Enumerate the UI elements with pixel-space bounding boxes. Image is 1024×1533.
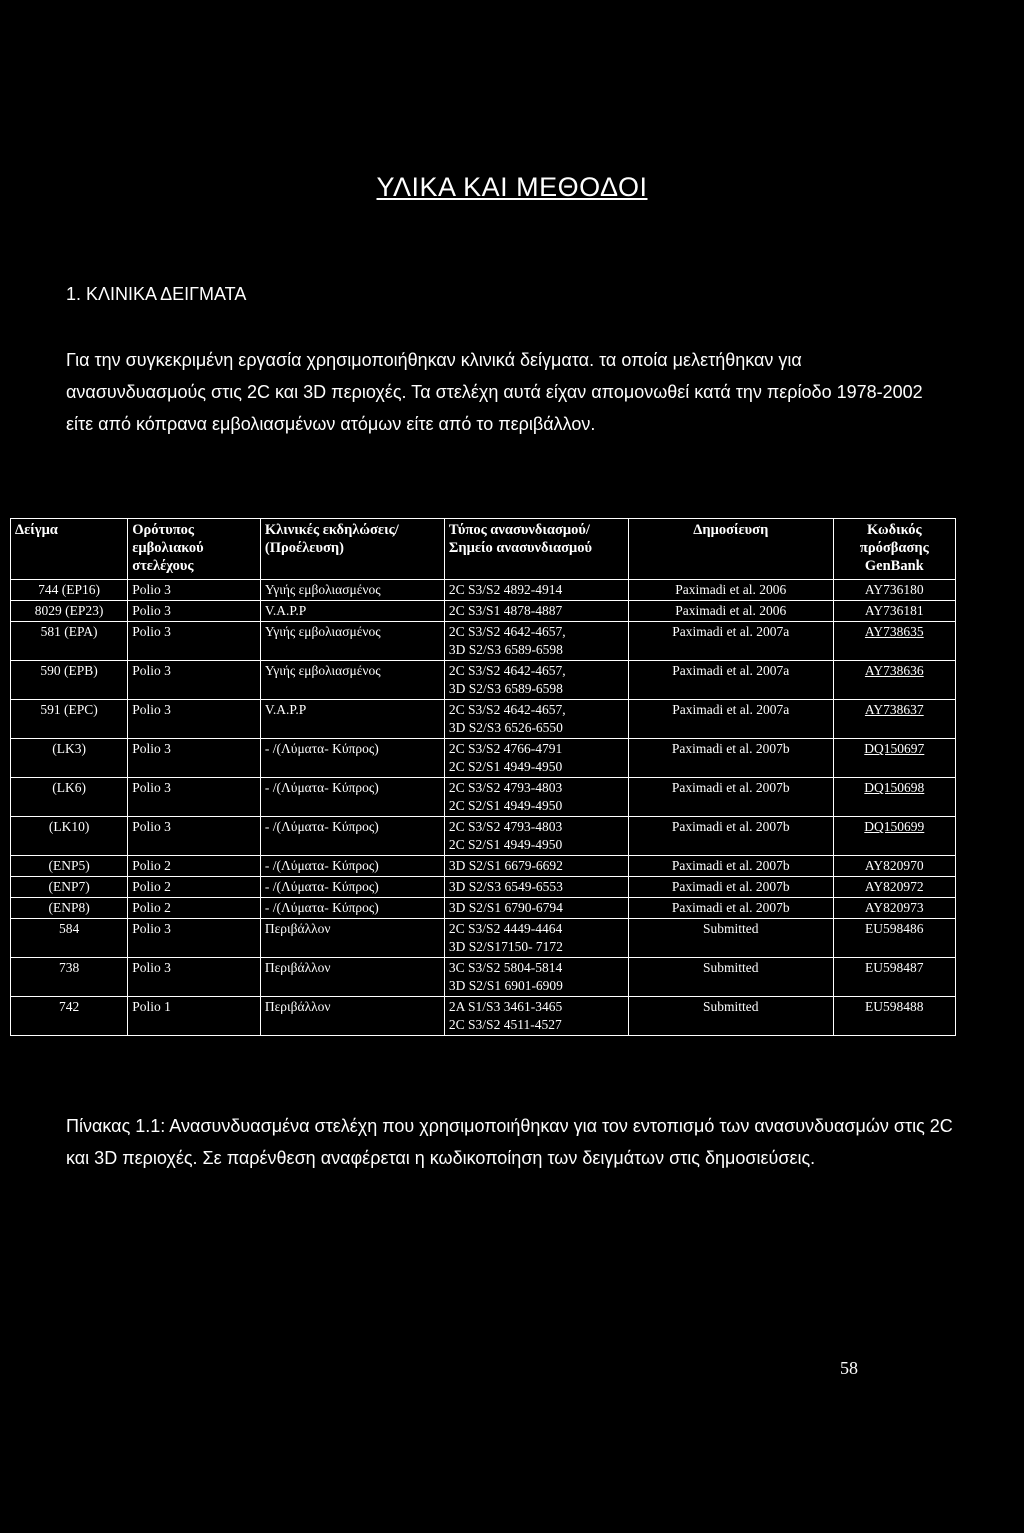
sample-cell: (ENP8) <box>11 898 128 919</box>
sample-cell: 591 (EPC) <box>11 700 128 739</box>
clinical-cell: Περιβάλλον <box>260 958 444 997</box>
table-row <box>11 601 956 622</box>
sample-cell: (ENP5) <box>11 856 128 877</box>
recombination-line-1: 2A S1/S3 3461-3465 <box>448 999 563 1014</box>
table-row <box>11 958 956 997</box>
genbank-cell: AY736180 <box>833 580 955 601</box>
header-cell: Δημοσίευση <box>628 519 833 580</box>
recombination-line-1: 2C S3/S2 4449-4464 <box>448 921 563 936</box>
recombination-cell <box>444 958 628 997</box>
genbank-cell: AY736181 <box>833 601 955 622</box>
publication-cell: Paximadi et al. 2007b <box>628 817 833 856</box>
serotype-cell: Polio 3 <box>128 739 261 778</box>
recombination-cell <box>444 877 628 898</box>
recombination-line-2: 2C S2/S1 4949-4950 <box>448 759 563 774</box>
clinical-cell: V.A.P.P <box>260 700 444 739</box>
serotype-cell: Polio 3 <box>128 700 261 739</box>
clinical-cell: - /(Λύματα- Κύπρος) <box>260 817 444 856</box>
header-cell: Κλινικές εκδηλώσεις/ (Προέλευση) <box>260 519 444 580</box>
recombination-line-2: 2C S2/S1 4949-4950 <box>448 837 563 852</box>
clinical-cell: Υγιής εμβολιασμένος <box>260 580 444 601</box>
sample-cell: (LK10) <box>11 817 128 856</box>
table-row <box>11 856 956 877</box>
genbank-cell: AY820972 <box>833 877 955 898</box>
clinical-cell: - /(Λύματα- Κύπρος) <box>260 739 444 778</box>
table-row <box>11 817 956 856</box>
clinical-cell: - /(Λύματα- Κύπρος) <box>260 898 444 919</box>
recombination-cell <box>444 601 628 622</box>
recombination-line-1: 2C S3/S2 4642-4657, <box>448 663 566 678</box>
publication-cell: Paximadi et al. 2007b <box>628 778 833 817</box>
serotype-cell: Polio 3 <box>128 661 261 700</box>
clinical-cell: - /(Λύματα- Κύπρος) <box>260 877 444 898</box>
header-cell: Δείγμα <box>11 519 128 580</box>
serotype-cell: Polio 2 <box>128 898 261 919</box>
table-row <box>11 898 956 919</box>
table-row <box>11 622 956 661</box>
sample-cell: 8029 (EP23) <box>11 601 128 622</box>
recombination-line-1: 3D S2/S1 6679-6692 <box>448 858 563 873</box>
recombination-line-2: 3D S2/S3 6589-6598 <box>448 642 563 657</box>
recombination-line-2: 3D S2/S17150- 7172 <box>448 939 563 954</box>
sample-cell: 744 (EP16) <box>11 580 128 601</box>
clinical-cell: Υγιής εμβολιασμένος <box>260 661 444 700</box>
recombination-cell <box>444 580 628 601</box>
recombination-cell <box>444 739 628 778</box>
recombination-line-1: 2C S3/S2 4793-4803 <box>448 780 563 795</box>
publication-cell: Paximadi et al. 2007a <box>628 661 833 700</box>
sample-cell: 581 (EPA) <box>11 622 128 661</box>
recombination-line-2: 3D S2/S3 6526-6550 <box>448 720 563 735</box>
recombination-cell <box>444 622 628 661</box>
table-row <box>11 739 956 778</box>
serotype-cell: Polio 2 <box>128 856 261 877</box>
table-row <box>11 877 956 898</box>
sample-cell: 590 (EPB) <box>11 661 128 700</box>
genbank-cell: AY738637 <box>833 700 955 739</box>
publication-cell: Paximadi et al. 2007b <box>628 739 833 778</box>
serotype-cell: Polio 3 <box>128 919 261 958</box>
publication-cell: Paximadi et al. 2007b <box>628 877 833 898</box>
recombination-cell <box>444 700 628 739</box>
caption-text: Ανασυνδυασμένα στελέχη που χρησιμοποιήθηκαν για τον εντοπισμό των ανασυνδυασμών στις 2C και 3D περιοχές. Σε παρένθεση αναφέρεται η κωδικοποίηση των δειγμάτων στις δημοσιεύσεις. <box>66 1116 953 1168</box>
clinical-cell: V.A.P.P <box>260 601 444 622</box>
publication-cell: Submitted <box>628 919 833 958</box>
recombination-cell <box>444 919 628 958</box>
publication-cell: Paximadi et al. 2006 <box>628 601 833 622</box>
serotype-cell: Polio 3 <box>128 817 261 856</box>
clinical-cell: Περιβάλλον <box>260 997 444 1036</box>
genbank-cell: EU598486 <box>833 919 955 958</box>
recombination-cell <box>444 997 628 1036</box>
recombination-line-2: 2C S2/S1 4949-4950 <box>448 798 563 813</box>
publication-cell: Paximadi et al. 2007b <box>628 856 833 877</box>
serotype-cell: Polio 3 <box>128 622 261 661</box>
section-heading: 1. ΚΛΙΝΙΚΑ ΔΕΙΓΜΑΤΑ <box>66 284 247 304</box>
publication-cell: Submitted <box>628 997 833 1036</box>
recombination-line-2: 3D S2/S3 6589-6598 <box>448 681 563 696</box>
publication-cell: Paximadi et al. 2007a <box>628 700 833 739</box>
recombination-cell <box>444 856 628 877</box>
page-title: ΥΛΙΚΑ ΚΑΙ ΜΕΘΟΔΟΙ <box>376 172 648 202</box>
serotype-cell: Polio 3 <box>128 601 261 622</box>
recombination-line-2: 3D S2/S1 6901-6909 <box>448 978 563 993</box>
genbank-cell: DQ150698 <box>833 778 955 817</box>
recombination-line-1: 2C S3/S2 4642-4657, <box>448 702 566 717</box>
recombination-line-1: 3D S2/S1 6790-6794 <box>448 900 563 915</box>
samples-table <box>10 518 956 1036</box>
publication-cell: Paximadi et al. 2006 <box>628 580 833 601</box>
genbank-cell: AY738635 <box>833 622 955 661</box>
sample-cell: 742 <box>11 997 128 1036</box>
table-row <box>11 997 956 1036</box>
table-row <box>11 778 956 817</box>
genbank-cell: DQ150699 <box>833 817 955 856</box>
table-row <box>11 661 956 700</box>
recombination-cell <box>444 661 628 700</box>
recombination-cell <box>444 817 628 856</box>
header-cell: Κωδικός πρόσβασης GenBank <box>833 519 955 580</box>
recombination-line-1: 3D S2/S3 6549-6553 <box>448 879 563 894</box>
publication-cell: Submitted <box>628 958 833 997</box>
recombination-line-1: 2C S3/S2 4793-4803 <box>448 819 563 834</box>
serotype-cell: Polio 3 <box>128 778 261 817</box>
recombination-line-1: 2C S3/S2 4642-4657, <box>448 624 566 639</box>
table-row <box>11 700 956 739</box>
serotype-cell: Polio 1 <box>128 997 261 1036</box>
clinical-cell: Περιβάλλον <box>260 919 444 958</box>
clinical-cell: Υγιής εμβολιασμένος <box>260 622 444 661</box>
clinical-cell: - /(Λύματα- Κύπρος) <box>260 778 444 817</box>
genbank-cell: AY738636 <box>833 661 955 700</box>
sample-cell: (ENP7) <box>11 877 128 898</box>
serotype-cell: Polio 3 <box>128 580 261 601</box>
genbank-cell: EU598488 <box>833 997 955 1036</box>
genbank-cell: EU598487 <box>833 958 955 997</box>
table-row <box>11 580 956 601</box>
intro-paragraph: Για την συγκεκριμένη εργασία χρησιμοποιήθηκαν κλινικά δείγματα. τα οποία μελετήθηκαν για ανασυνδυασμούς στις 2C και 3D περιοχές. Τα στελέχη αυτά είχαν απομονωθεί κατά την περίοδο 1978-2002 είτε από κόπρανα εμβολιασμένων ατόμων είτε από το περιβάλλον. <box>66 350 923 434</box>
sample-cell: (LK6) <box>11 778 128 817</box>
recombination-line-1: 2C S3/S1 4878-4887 <box>448 603 563 618</box>
sample-cell: 584 <box>11 919 128 958</box>
sample-cell: 738 <box>11 958 128 997</box>
header-cell: Τύπος ανασυνδιασμού/ Σημείο ανασυνδιασμού <box>444 519 628 580</box>
table-caption <box>66 1110 966 1174</box>
recombination-line-1: 2C S3/S2 4892-4914 <box>448 582 563 597</box>
genbank-cell: AY820973 <box>833 898 955 919</box>
recombination-line-2: 2C S3/S2 4511-4527 <box>448 1017 562 1032</box>
recombination-line-1: 3C S3/S2 5804-5814 <box>448 960 563 975</box>
genbank-cell: AY820970 <box>833 856 955 877</box>
caption-label: Πίνακας 1.1: <box>66 1116 166 1136</box>
recombination-line-1: 2C S3/S2 4766-4791 <box>448 741 563 756</box>
table-row <box>11 919 956 958</box>
header-cell: Ορότυπος εμβολιακού στελέχους <box>128 519 261 580</box>
table-header-row <box>11 519 956 580</box>
page-number: 58 <box>840 1358 858 1378</box>
genbank-cell: DQ150697 <box>833 739 955 778</box>
publication-cell: Paximadi et al. 2007b <box>628 898 833 919</box>
recombination-cell <box>444 778 628 817</box>
sample-cell: (LK3) <box>11 739 128 778</box>
serotype-cell: Polio 2 <box>128 877 261 898</box>
clinical-cell: - /(Λύματα- Κύπρος) <box>260 856 444 877</box>
publication-cell: Paximadi et al. 2007a <box>628 622 833 661</box>
recombination-cell <box>444 898 628 919</box>
serotype-cell: Polio 3 <box>128 958 261 997</box>
